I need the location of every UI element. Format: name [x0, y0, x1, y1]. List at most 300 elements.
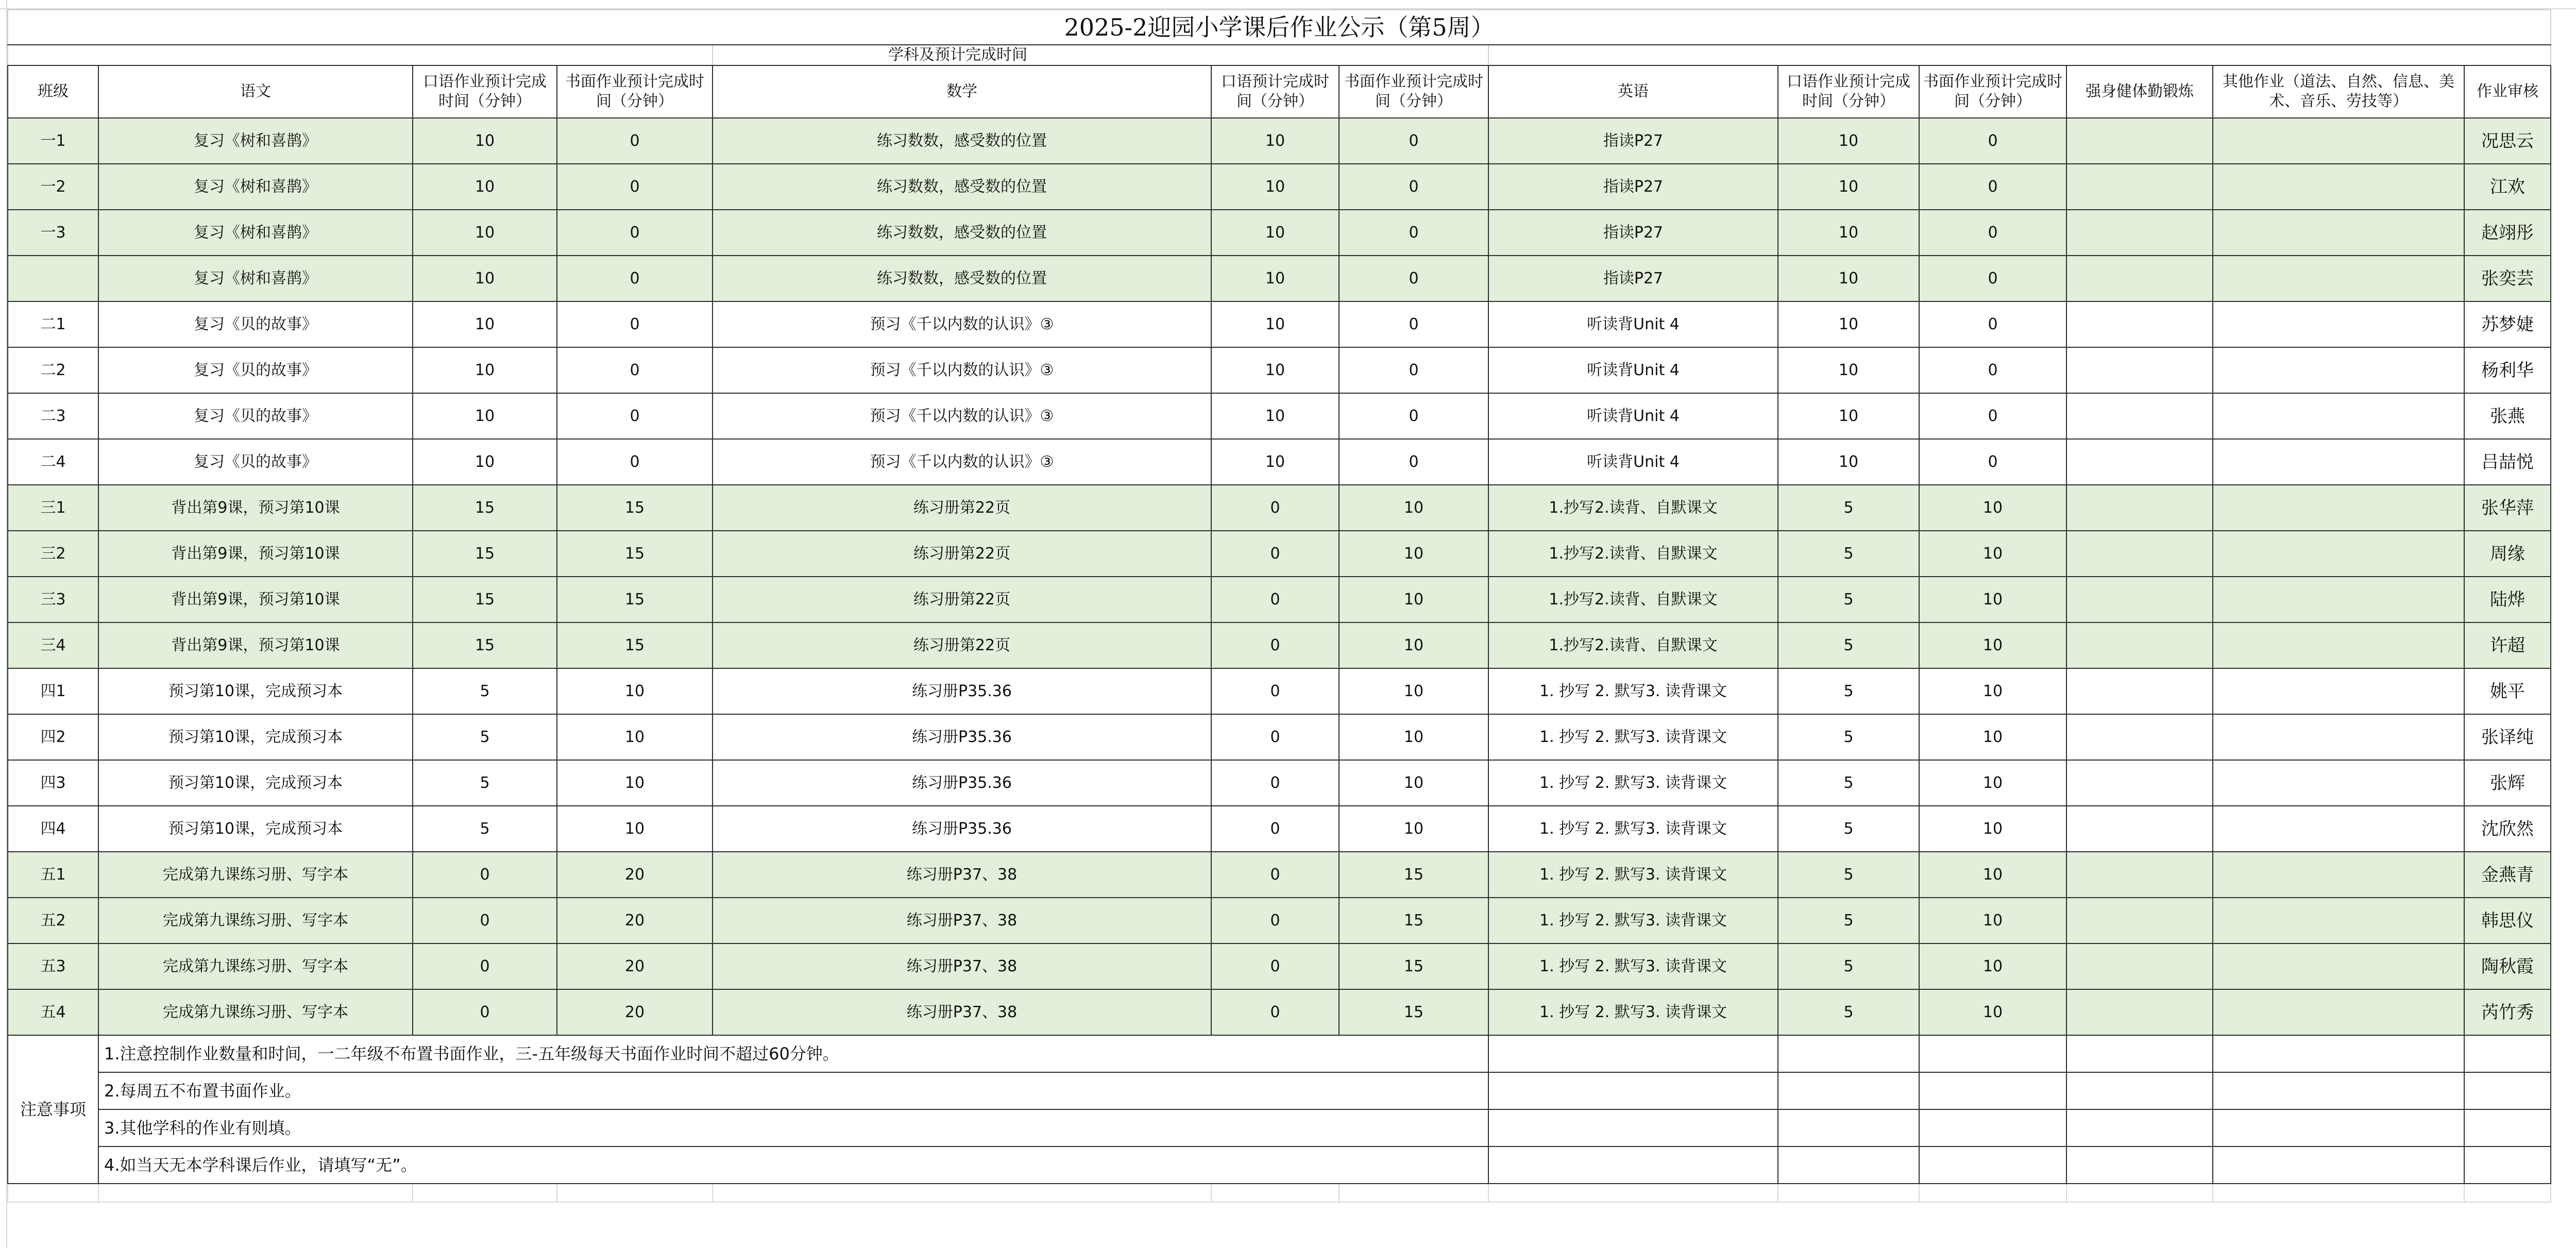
cell-reviewer[interactable]: 张辉	[2464, 760, 2551, 806]
cell-math[interactable]: 练习数数，感受数的位置	[713, 210, 1211, 256]
cell-english[interactable]: 1. 抄写 2. 默写3. 读背课文	[1488, 989, 1778, 1035]
cell-math-oral[interactable]: 0	[1211, 852, 1339, 898]
cell-cn-written[interactable]: 10	[557, 806, 713, 852]
cell-empty[interactable]	[2464, 1146, 2551, 1184]
cell-cn-oral[interactable]: 10	[413, 210, 557, 256]
cell-empty[interactable]	[2213, 1072, 2464, 1109]
cell-math-written[interactable]: 10	[1339, 531, 1488, 577]
cell-math-oral[interactable]: 0	[1211, 806, 1339, 852]
cell-other[interactable]	[2213, 943, 2464, 989]
cell-en-written[interactable]: 10	[1919, 577, 2066, 622]
cell-exercise[interactable]	[2066, 347, 2213, 393]
cell-english[interactable]: 1.抄写2.读背、自默课文	[1488, 531, 1778, 577]
cell-math-oral[interactable]: 10	[1211, 164, 1339, 210]
cell-exercise[interactable]	[2066, 898, 2213, 943]
cell-math-written[interactable]: 10	[1339, 577, 1488, 622]
cell-chinese[interactable]: 复习《贝的故事》	[98, 393, 413, 439]
cell-math-written[interactable]: 10	[1339, 714, 1488, 760]
cell-cn-oral[interactable]: 10	[413, 301, 557, 347]
header-english[interactable]: 英语	[1488, 65, 1778, 118]
cell-en-oral[interactable]: 10	[1778, 118, 1919, 164]
cell-reviewer[interactable]: 芮竹秀	[2464, 989, 2551, 1035]
cell-math[interactable]: 练习册P35.36	[713, 714, 1211, 760]
cell-other[interactable]	[2213, 898, 2464, 943]
cell-empty[interactable]	[413, 1184, 557, 1202]
cell-empty[interactable]	[2464, 1109, 2551, 1146]
cell-math[interactable]: 预习《千以内数的认识》③	[713, 439, 1211, 485]
cell-other[interactable]	[2213, 577, 2464, 622]
cell-en-written[interactable]: 0	[1919, 118, 2066, 164]
cell-class[interactable]: 三2	[8, 531, 98, 577]
cell-reviewer[interactable]: 周缘	[2464, 531, 2551, 577]
cell-en-oral[interactable]: 10	[1778, 210, 1919, 256]
cell-other[interactable]	[2213, 668, 2464, 714]
cell-empty[interactable]	[1211, 1184, 1339, 1202]
cell-math-written[interactable]: 0	[1339, 164, 1488, 210]
cell-class[interactable]: 二2	[8, 347, 98, 393]
cell-math[interactable]: 预习《千以内数的认识》③	[713, 301, 1211, 347]
cell-exercise[interactable]	[2066, 256, 2213, 301]
cell-chinese[interactable]: 复习《树和喜鹊》	[98, 118, 413, 164]
cell-en-written[interactable]: 10	[1919, 714, 2066, 760]
cell-en-oral[interactable]: 10	[1778, 439, 1919, 485]
cell-reviewer[interactable]: 姚平	[2464, 668, 2551, 714]
cell-cn-oral[interactable]: 5	[413, 806, 557, 852]
cell-cn-oral[interactable]: 10	[413, 164, 557, 210]
cell-reviewer[interactable]: 吕喆悦	[2464, 439, 2551, 485]
cell-other[interactable]	[2213, 347, 2464, 393]
cell-math-oral[interactable]: 0	[1211, 531, 1339, 577]
cell-cn-written[interactable]: 0	[557, 439, 713, 485]
cell-exercise[interactable]	[2066, 301, 2213, 347]
cell-cn-oral[interactable]: 5	[413, 668, 557, 714]
page-title[interactable]: 2025-2迎园小学课后作业公示（第5周）	[8, 10, 2551, 45]
cell-cn-written[interactable]: 20	[557, 898, 713, 943]
cell-english[interactable]: 1. 抄写 2. 默写3. 读背课文	[1488, 714, 1778, 760]
cell-cn-oral[interactable]: 15	[413, 577, 557, 622]
cell-math[interactable]: 练习册第22页	[713, 622, 1211, 668]
cell-reviewer[interactable]: 韩思仪	[2464, 898, 2551, 943]
cell-class[interactable]: 五3	[8, 943, 98, 989]
note-item[interactable]: 1.注意控制作业数量和时间，一二年级不布置书面作业，三-五年级每天书面作业时间不超过60分钟。	[98, 1035, 1488, 1072]
cell-math-oral[interactable]: 0	[1211, 485, 1339, 531]
cell-reviewer[interactable]: 许超	[2464, 622, 2551, 668]
cell-reviewer[interactable]: 况思云	[2464, 118, 2551, 164]
cell-english[interactable]: 1. 抄写 2. 默写3. 读背课文	[1488, 760, 1778, 806]
cell-english[interactable]: 1. 抄写 2. 默写3. 读背课文	[1488, 806, 1778, 852]
cell-en-oral[interactable]: 5	[1778, 577, 1919, 622]
cell-other[interactable]	[2213, 256, 2464, 301]
cell-chinese[interactable]: 完成第九课练习册、写字本	[98, 852, 413, 898]
cell-chinese[interactable]: 背出第9课，预习第10课	[98, 485, 413, 531]
cell-exercise[interactable]	[2066, 577, 2213, 622]
cell-math[interactable]: 练习册第22页	[713, 577, 1211, 622]
cell-math[interactable]: 练习册P37、38	[713, 989, 1211, 1035]
cell-empty[interactable]	[2066, 1035, 2213, 1072]
cell-math[interactable]: 练习册第22页	[713, 485, 1211, 531]
cell-exercise[interactable]	[2066, 668, 2213, 714]
cell-reviewer[interactable]: 江欢	[2464, 164, 2551, 210]
cell-math-oral[interactable]: 10	[1211, 347, 1339, 393]
cell-math-written[interactable]: 10	[1339, 668, 1488, 714]
cell-cn-oral[interactable]: 5	[413, 760, 557, 806]
cell-english[interactable]: 指读P27	[1488, 210, 1778, 256]
cell-class[interactable]: 五1	[8, 852, 98, 898]
cell-empty[interactable]	[2464, 1035, 2551, 1072]
cell-math-written[interactable]: 15	[1339, 852, 1488, 898]
subject-time-subheader[interactable]: 学科及预计完成时间	[713, 45, 1488, 65]
cell-math-written[interactable]: 10	[1339, 760, 1488, 806]
cell-chinese[interactable]: 复习《树和喜鹊》	[98, 256, 413, 301]
cell-math-oral[interactable]: 10	[1211, 393, 1339, 439]
cell-cn-written[interactable]: 20	[557, 943, 713, 989]
cell-math-written[interactable]: 0	[1339, 347, 1488, 393]
header-en-oral[interactable]: 口语作业预计完成时间（分钟）	[1778, 65, 1919, 118]
cell-empty[interactable]	[1488, 1035, 1778, 1072]
cell-other[interactable]	[2213, 439, 2464, 485]
cell-math[interactable]: 练习册P35.36	[713, 668, 1211, 714]
cell-en-written[interactable]: 0	[1919, 210, 2066, 256]
cell-exercise[interactable]	[2066, 714, 2213, 760]
cell-math[interactable]: 练习册P35.36	[713, 760, 1211, 806]
cell-cn-written[interactable]: 0	[557, 347, 713, 393]
header-math-oral[interactable]: 口语预计完成时间（分钟）	[1211, 65, 1339, 118]
cell-en-oral[interactable]: 10	[1778, 347, 1919, 393]
cell-math-oral[interactable]: 0	[1211, 989, 1339, 1035]
cell-english[interactable]: 1. 抄写 2. 默写3. 读背课文	[1488, 852, 1778, 898]
cell-cn-written[interactable]: 15	[557, 622, 713, 668]
cell-other[interactable]	[2213, 301, 2464, 347]
cell-cn-oral[interactable]: 5	[413, 714, 557, 760]
cell-class[interactable]: 四3	[8, 760, 98, 806]
cell-math-written[interactable]: 0	[1339, 210, 1488, 256]
cell-empty[interactable]	[1339, 1184, 1488, 1202]
cell-chinese[interactable]: 背出第9课，预习第10课	[98, 531, 413, 577]
cell-en-oral[interactable]: 5	[1778, 485, 1919, 531]
cell-en-oral[interactable]: 5	[1778, 760, 1919, 806]
cell-empty[interactable]	[1919, 1072, 2066, 1109]
cell-english[interactable]: 1. 抄写 2. 默写3. 读背课文	[1488, 898, 1778, 943]
cell-exercise[interactable]	[2066, 393, 2213, 439]
cell-cn-oral[interactable]: 10	[413, 439, 557, 485]
cell-english[interactable]: 听读背Unit 4	[1488, 301, 1778, 347]
cell-english[interactable]: 听读背Unit 4	[1488, 439, 1778, 485]
cell-math-oral[interactable]: 10	[1211, 439, 1339, 485]
note-item[interactable]: 2.每周五不布置书面作业。	[98, 1072, 1488, 1109]
cell-cn-oral[interactable]: 0	[413, 852, 557, 898]
cell-class[interactable]: 二4	[8, 439, 98, 485]
cell-reviewer[interactable]: 张译纯	[2464, 714, 2551, 760]
cell-english[interactable]: 指读P27	[1488, 164, 1778, 210]
cell-other[interactable]	[2213, 118, 2464, 164]
cell-other[interactable]	[2213, 852, 2464, 898]
cell-reviewer[interactable]: 金燕青	[2464, 852, 2551, 898]
cell-cn-oral[interactable]: 10	[413, 347, 557, 393]
cell-math[interactable]: 练习数数，感受数的位置	[713, 164, 1211, 210]
cell-cn-written[interactable]: 10	[557, 668, 713, 714]
cell-reviewer[interactable]: 沈欣然	[2464, 806, 2551, 852]
cell-cn-oral[interactable]: 10	[413, 393, 557, 439]
cell-exercise[interactable]	[2066, 485, 2213, 531]
cell-class[interactable]: 二3	[8, 393, 98, 439]
cell-en-written[interactable]: 10	[1919, 898, 2066, 943]
header-math-written[interactable]: 书面作业预计完成时间（分钟）	[1339, 65, 1488, 118]
cell-empty[interactable]	[1488, 1146, 1778, 1184]
cell-math-written[interactable]: 15	[1339, 943, 1488, 989]
cell-math[interactable]: 练习数数，感受数的位置	[713, 256, 1211, 301]
notes-label[interactable]: 注意事项	[8, 1035, 98, 1184]
cell-empty[interactable]	[1488, 1072, 1778, 1109]
cell-chinese[interactable]: 背出第9课，预习第10课	[98, 622, 413, 668]
cell-empty[interactable]	[1778, 1072, 1919, 1109]
cell-math-written[interactable]: 0	[1339, 118, 1488, 164]
cell-class[interactable]: 二1	[8, 301, 98, 347]
cell-other[interactable]	[2213, 485, 2464, 531]
cell-math-oral[interactable]: 0	[1211, 898, 1339, 943]
cell-en-written[interactable]: 0	[1919, 393, 2066, 439]
cell-reviewer[interactable]: 张华萍	[2464, 485, 2551, 531]
cell-en-oral[interactable]: 5	[1778, 898, 1919, 943]
cell-english[interactable]: 指读P27	[1488, 118, 1778, 164]
cell-cn-written[interactable]: 0	[557, 301, 713, 347]
cell-math-oral[interactable]: 0	[1211, 943, 1339, 989]
cell-math-oral[interactable]: 0	[1211, 760, 1339, 806]
cell-math[interactable]: 练习册P37、38	[713, 898, 1211, 943]
cell-empty[interactable]	[1488, 45, 2551, 65]
cell-empty[interactable]	[1919, 1184, 2066, 1202]
cell-class[interactable]: 四4	[8, 806, 98, 852]
cell-math[interactable]: 练习册P37、38	[713, 943, 1211, 989]
cell-empty[interactable]	[2066, 1146, 2213, 1184]
cell-en-written[interactable]: 10	[1919, 760, 2066, 806]
cell-empty[interactable]	[2213, 1146, 2464, 1184]
cell-class[interactable]: 三1	[8, 485, 98, 531]
cell-reviewer[interactable]: 赵翊彤	[2464, 210, 2551, 256]
cell-other[interactable]	[2213, 760, 2464, 806]
cell-en-oral[interactable]: 5	[1778, 852, 1919, 898]
cell-en-written[interactable]: 10	[1919, 622, 2066, 668]
cell-math[interactable]: 练习数数，感受数的位置	[713, 118, 1211, 164]
cell-empty[interactable]	[2464, 1184, 2551, 1202]
cell-english[interactable]: 1. 抄写 2. 默写3. 读背课文	[1488, 943, 1778, 989]
cell-english[interactable]: 1. 抄写 2. 默写3. 读背课文	[1488, 668, 1778, 714]
note-item[interactable]: 3.其他学科的作业有则填。	[98, 1109, 1488, 1146]
cell-exercise[interactable]	[2066, 210, 2213, 256]
cell-class[interactable]: 一1	[8, 118, 98, 164]
cell-empty[interactable]	[2213, 1035, 2464, 1072]
cell-empty[interactable]	[1919, 1035, 2066, 1072]
cell-cn-written[interactable]: 15	[557, 577, 713, 622]
cell-math-written[interactable]: 0	[1339, 393, 1488, 439]
header-cn-written[interactable]: 书面作业预计完成时间（分钟）	[557, 65, 713, 118]
cell-other[interactable]	[2213, 989, 2464, 1035]
cell-math[interactable]: 练习册第22页	[713, 531, 1211, 577]
cell-english[interactable]: 1.抄写2.读背、自默课文	[1488, 577, 1778, 622]
cell-chinese[interactable]: 预习第10课，完成预习本	[98, 760, 413, 806]
cell-reviewer[interactable]: 张燕	[2464, 393, 2551, 439]
cell-chinese[interactable]: 完成第九课练习册、写字本	[98, 989, 413, 1035]
cell-en-written[interactable]: 10	[1919, 531, 2066, 577]
header-other[interactable]: 其他作业（道法、自然、信息、美术、音乐、劳技等）	[2213, 65, 2464, 118]
cell-en-written[interactable]: 10	[1919, 852, 2066, 898]
cell-en-written[interactable]: 0	[1919, 301, 2066, 347]
cell-english[interactable]: 1.抄写2.读背、自默课文	[1488, 622, 1778, 668]
cell-chinese[interactable]: 复习《贝的故事》	[98, 439, 413, 485]
cell-class[interactable]: 一2	[8, 164, 98, 210]
cell-empty[interactable]	[1488, 1184, 1778, 1202]
cell-empty[interactable]	[1778, 1146, 1919, 1184]
cell-math-written[interactable]: 10	[1339, 806, 1488, 852]
cell-math-written[interactable]: 0	[1339, 301, 1488, 347]
cell-other[interactable]	[2213, 531, 2464, 577]
cell-en-written[interactable]: 0	[1919, 347, 2066, 393]
cell-class[interactable]: 五2	[8, 898, 98, 943]
cell-empty[interactable]	[713, 1184, 1211, 1202]
header-chinese[interactable]: 语文	[98, 65, 413, 118]
cell-cn-written[interactable]: 20	[557, 852, 713, 898]
cell-chinese[interactable]: 复习《树和喜鹊》	[98, 164, 413, 210]
cell-chinese[interactable]: 背出第9课，预习第10课	[98, 577, 413, 622]
cell-cn-written[interactable]: 0	[557, 256, 713, 301]
cell-other[interactable]	[2213, 164, 2464, 210]
cell-empty[interactable]	[8, 45, 713, 65]
cell-reviewer[interactable]: 苏梦婕	[2464, 301, 2551, 347]
cell-en-oral[interactable]: 10	[1778, 256, 1919, 301]
cell-english[interactable]: 1.抄写2.读背、自默课文	[1488, 485, 1778, 531]
cell-math-written[interactable]: 15	[1339, 989, 1488, 1035]
cell-en-oral[interactable]: 5	[1778, 943, 1919, 989]
cell-math-oral[interactable]: 0	[1211, 668, 1339, 714]
cell-math-oral[interactable]: 10	[1211, 256, 1339, 301]
cell-chinese[interactable]: 完成第九课练习册、写字本	[98, 898, 413, 943]
cell-en-written[interactable]: 0	[1919, 256, 2066, 301]
cell-english[interactable]: 听读背Unit 4	[1488, 393, 1778, 439]
cell-empty[interactable]	[557, 1184, 713, 1202]
cell-en-oral[interactable]: 10	[1778, 301, 1919, 347]
cell-math-oral[interactable]: 0	[1211, 577, 1339, 622]
cell-cn-written[interactable]: 15	[557, 531, 713, 577]
cell-math-written[interactable]: 15	[1339, 898, 1488, 943]
cell-empty[interactable]	[8, 1184, 98, 1202]
cell-math-oral[interactable]: 0	[1211, 622, 1339, 668]
cell-class[interactable]: 四1	[8, 668, 98, 714]
cell-en-written[interactable]: 0	[1919, 439, 2066, 485]
cell-class[interactable]: 一3	[8, 210, 98, 256]
cell-cn-written[interactable]: 10	[557, 714, 713, 760]
cell-other[interactable]	[2213, 622, 2464, 668]
cell-chinese[interactable]: 复习《贝的故事》	[98, 301, 413, 347]
cell-exercise[interactable]	[2066, 118, 2213, 164]
cell-empty[interactable]	[1919, 1109, 2066, 1146]
cell-exercise[interactable]	[2066, 622, 2213, 668]
cell-other[interactable]	[2213, 393, 2464, 439]
cell-exercise[interactable]	[2066, 531, 2213, 577]
cell-cn-written[interactable]: 15	[557, 485, 713, 531]
cell-math-written[interactable]: 10	[1339, 485, 1488, 531]
cell-math-oral[interactable]: 10	[1211, 118, 1339, 164]
cell-cn-written[interactable]: 0	[557, 164, 713, 210]
cell-cn-oral[interactable]: 10	[413, 256, 557, 301]
cell-reviewer[interactable]: 陆烨	[2464, 577, 2551, 622]
cell-empty[interactable]	[1778, 1184, 1919, 1202]
cell-other[interactable]	[2213, 714, 2464, 760]
cell-en-oral[interactable]: 5	[1778, 668, 1919, 714]
cell-en-written[interactable]: 10	[1919, 989, 2066, 1035]
cell-en-oral[interactable]: 5	[1778, 622, 1919, 668]
cell-en-oral[interactable]: 5	[1778, 531, 1919, 577]
cell-class[interactable]: 五4	[8, 989, 98, 1035]
cell-en-oral[interactable]: 10	[1778, 393, 1919, 439]
cell-empty[interactable]	[2066, 1109, 2213, 1146]
cell-math-oral[interactable]: 10	[1211, 210, 1339, 256]
cell-chinese[interactable]: 完成第九课练习册、写字本	[98, 943, 413, 989]
header-en-written[interactable]: 书面作业预计完成时间（分钟）	[1919, 65, 2066, 118]
cell-cn-written[interactable]: 0	[557, 118, 713, 164]
cell-math-written[interactable]: 0	[1339, 439, 1488, 485]
cell-en-written[interactable]: 0	[1919, 164, 2066, 210]
header-reviewer[interactable]: 作业审核	[2464, 65, 2551, 118]
cell-other[interactable]	[2213, 806, 2464, 852]
cell-cn-written[interactable]: 10	[557, 760, 713, 806]
cell-math[interactable]: 预习《千以内数的认识》③	[713, 393, 1211, 439]
cell-empty[interactable]	[98, 1184, 413, 1202]
cell-chinese[interactable]: 复习《贝的故事》	[98, 347, 413, 393]
cell-english[interactable]: 指读P27	[1488, 256, 1778, 301]
cell-empty[interactable]	[1778, 1109, 1919, 1146]
cell-math[interactable]: 练习册P35.36	[713, 806, 1211, 852]
cell-empty[interactable]	[2066, 1072, 2213, 1109]
cell-chinese[interactable]: 复习《树和喜鹊》	[98, 210, 413, 256]
cell-math-written[interactable]: 0	[1339, 256, 1488, 301]
cell-en-written[interactable]: 10	[1919, 806, 2066, 852]
cell-math-oral[interactable]: 10	[1211, 301, 1339, 347]
cell-en-written[interactable]: 10	[1919, 943, 2066, 989]
cell-english[interactable]: 听读背Unit 4	[1488, 347, 1778, 393]
cell-chinese[interactable]: 预习第10课，完成预习本	[98, 806, 413, 852]
cell-cn-oral[interactable]: 0	[413, 943, 557, 989]
cell-en-oral[interactable]: 5	[1778, 989, 1919, 1035]
cell-exercise[interactable]	[2066, 989, 2213, 1035]
cell-cn-oral[interactable]: 0	[413, 898, 557, 943]
cell-reviewer[interactable]: 杨利华	[2464, 347, 2551, 393]
cell-cn-written[interactable]: 0	[557, 210, 713, 256]
cell-exercise[interactable]	[2066, 439, 2213, 485]
cell-class[interactable]	[8, 256, 98, 301]
cell-reviewer[interactable]: 陶秋霞	[2464, 943, 2551, 989]
cell-empty[interactable]	[2213, 1109, 2464, 1146]
cell-exercise[interactable]	[2066, 164, 2213, 210]
cell-empty[interactable]	[2066, 1184, 2213, 1202]
cell-reviewer[interactable]: 张奕芸	[2464, 256, 2551, 301]
cell-class[interactable]: 三4	[8, 622, 98, 668]
cell-math-oral[interactable]: 0	[1211, 714, 1339, 760]
cell-math-written[interactable]: 10	[1339, 622, 1488, 668]
cell-exercise[interactable]	[2066, 806, 2213, 852]
cell-exercise[interactable]	[2066, 943, 2213, 989]
cell-chinese[interactable]: 预习第10课，完成预习本	[98, 668, 413, 714]
cell-en-written[interactable]: 10	[1919, 668, 2066, 714]
cell-empty[interactable]	[2213, 1184, 2464, 1202]
header-math[interactable]: 数学	[713, 65, 1211, 118]
cell-en-oral[interactable]: 5	[1778, 714, 1919, 760]
cell-en-written[interactable]: 10	[1919, 485, 2066, 531]
cell-chinese[interactable]: 预习第10课，完成预习本	[98, 714, 413, 760]
note-item[interactable]: 4.如当天无本学科课后作业，请填写“无”。	[98, 1146, 1488, 1184]
header-cn-oral[interactable]: 口语作业预计完成时间（分钟）	[413, 65, 557, 118]
cell-empty[interactable]	[1919, 1146, 2066, 1184]
cell-cn-oral[interactable]: 15	[413, 622, 557, 668]
cell-empty[interactable]	[1778, 1035, 1919, 1072]
